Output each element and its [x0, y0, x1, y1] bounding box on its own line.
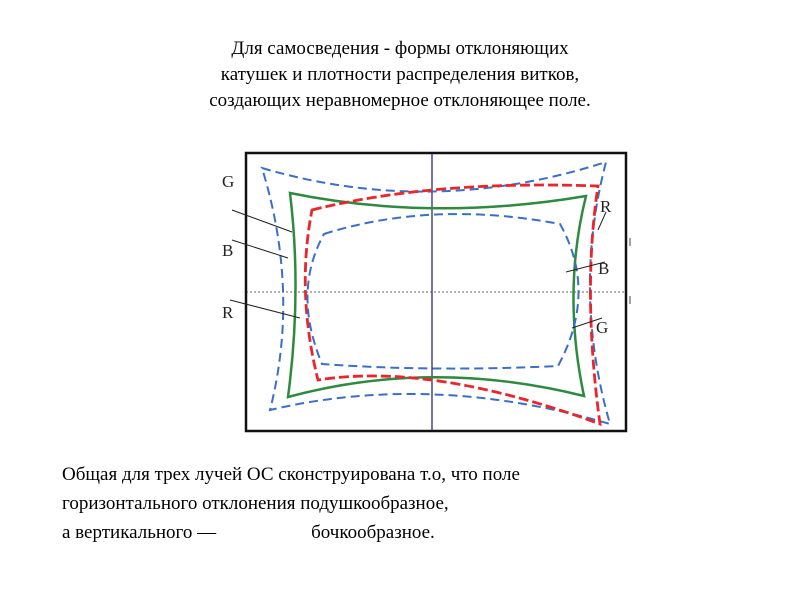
leader-line-r-left: [230, 300, 300, 318]
green-curve: [288, 193, 586, 397]
red-curve: [305, 185, 600, 424]
caption: [62, 460, 782, 547]
label-b-left: B: [222, 241, 234, 260]
caption-line: а вертикального — бочкообразное.: [62, 522, 435, 543]
title-line: Для самосведения - формы отклоняющих: [231, 38, 569, 59]
label-r-right: R: [600, 197, 612, 216]
title-line: катушек и плотности распределения витков,: [220, 64, 580, 85]
label-g-left: G: [222, 172, 235, 191]
label-b-right: B: [598, 259, 610, 278]
caption-line: горизонтального отклонения подушкообразное,: [62, 493, 449, 514]
label-r-left: R: [222, 303, 234, 322]
label-g-right: G: [596, 318, 609, 337]
caption-line: Общая для трех лучей ОС сконструирована т.о, что поле: [62, 464, 520, 485]
title-line: создающих неравномерное отклоняющее поле.: [209, 90, 591, 111]
inner-blue-curve: [307, 214, 578, 369]
leader-line-g-left: [232, 210, 292, 232]
